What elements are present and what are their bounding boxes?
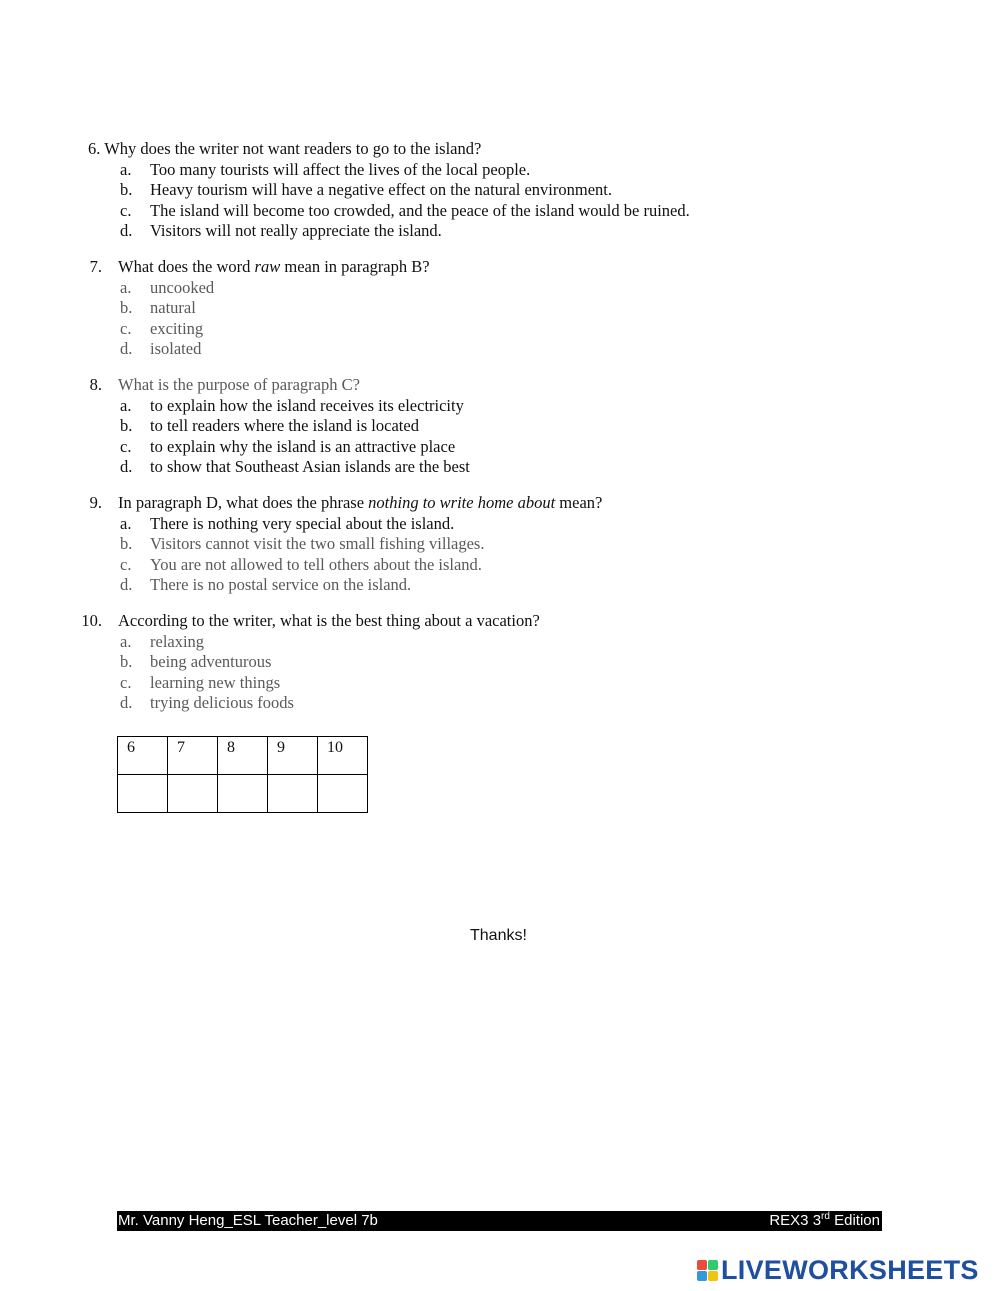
- option-text: natural: [150, 298, 196, 318]
- answer-header-cell: 6: [118, 737, 168, 775]
- option-letter: a.: [120, 631, 132, 651]
- option-text: exciting: [150, 318, 204, 338]
- option-text: There is no postal service on the island.: [150, 575, 412, 595]
- option-letter: b.: [120, 652, 133, 672]
- liveworksheets-brand[interactable]: [697, 1255, 979, 1285]
- option-10b[interactable]: [0, 652, 1000, 673]
- option-letter: d.: [120, 457, 133, 477]
- question-number: 9.: [89, 493, 102, 512]
- question-text-part: What does the word: [118, 257, 255, 276]
- option-10a[interactable]: [0, 632, 1000, 653]
- option-text: Visitors cannot visit the two small fishing villages.: [150, 534, 485, 554]
- option-8d[interactable]: [0, 457, 1000, 478]
- question-text: [118, 257, 430, 278]
- option-letter: a.: [120, 513, 132, 533]
- question-text: According to the writer, what is the best thing about a vacation?: [118, 611, 540, 630]
- option-letter: c.: [120, 200, 132, 220]
- option-letter: d.: [120, 693, 133, 713]
- answer-table: [117, 736, 368, 813]
- option-text: to tell readers where the island is located: [150, 416, 419, 436]
- option-text: trying delicious foods: [150, 693, 294, 713]
- option-text: Too many tourists will affect the lives of the local people.: [150, 159, 531, 179]
- option-10d[interactable]: [0, 693, 1000, 714]
- option-text: to explain how the island receives its electricity: [150, 395, 464, 415]
- answer-input-10[interactable]: [318, 775, 368, 813]
- option-7c[interactable]: [0, 319, 1000, 340]
- answer-input-7[interactable]: [168, 775, 218, 813]
- footer-edition: [769, 1211, 880, 1231]
- brand-name: LIVEWORKSHEETS: [721, 1254, 979, 1285]
- option-letter: a.: [120, 159, 132, 179]
- option-7a[interactable]: [0, 278, 1000, 299]
- question-number: 10.: [81, 611, 102, 630]
- answer-input-9[interactable]: [268, 775, 318, 813]
- option-text: learning new things: [150, 672, 281, 692]
- answer-input-6[interactable]: [118, 775, 168, 813]
- question-text: [118, 493, 602, 514]
- question-6: [0, 139, 1000, 242]
- option-letter: d.: [120, 575, 133, 595]
- question-italic-phrase: nothing to write home about: [368, 493, 556, 512]
- footer-author: Mr. Vanny Heng_ESL Teacher_level 7b: [118, 1212, 378, 1229]
- option-text: Visitors will not really appreciate the island.: [150, 221, 442, 241]
- option-text: isolated: [150, 339, 202, 359]
- footer-edition-suffix: Edition: [829, 1212, 880, 1229]
- logo-tile: [697, 1260, 707, 1270]
- answer-input-8[interactable]: [218, 775, 268, 813]
- option-letter: d.: [120, 221, 133, 241]
- option-9b[interactable]: [0, 534, 1000, 555]
- question-number: 7.: [89, 257, 102, 276]
- footer-edition-prefix: REX3 3: [769, 1212, 822, 1229]
- option-letter: d.: [120, 339, 133, 359]
- option-6a[interactable]: [0, 160, 1000, 181]
- question-text-part: mean?: [555, 493, 603, 512]
- logo-tile: [697, 1271, 707, 1281]
- question-7: [0, 257, 1000, 360]
- answer-table-header-row: [118, 737, 368, 775]
- option-6b[interactable]: [0, 180, 1000, 201]
- option-letter: b.: [120, 298, 133, 318]
- option-letter: b.: [120, 180, 133, 200]
- question-text-part: In paragraph D, what does the phrase: [118, 493, 369, 512]
- option-9a[interactable]: [0, 514, 1000, 535]
- option-letter: c.: [120, 672, 132, 692]
- option-text: relaxing: [150, 631, 205, 651]
- option-text: Heavy tourism will have a negative effect on the natural environment.: [150, 180, 612, 200]
- option-6c[interactable]: [0, 201, 1000, 222]
- question-italic-term: raw: [254, 257, 281, 276]
- option-text: You are not allowed to tell others about the island.: [150, 554, 482, 574]
- logo-tile: [708, 1260, 718, 1270]
- option-9c[interactable]: [0, 555, 1000, 576]
- answer-header-cell: 8: [218, 737, 268, 775]
- option-letter: c.: [120, 554, 132, 574]
- option-7d[interactable]: [0, 339, 1000, 360]
- option-letter: a.: [120, 277, 132, 297]
- answer-header-cell: 9: [268, 737, 318, 775]
- question-10: [0, 611, 1000, 714]
- option-10c[interactable]: [0, 673, 1000, 694]
- question-text: What is the purpose of paragraph C?: [118, 375, 360, 394]
- footer-bar: [117, 1211, 882, 1231]
- option-letter: a.: [120, 395, 132, 415]
- answer-header-cell: 10: [318, 737, 368, 775]
- option-letter: b.: [120, 534, 133, 554]
- answer-header-cell: 7: [168, 737, 218, 775]
- question-text-part: mean in paragraph B?: [280, 257, 430, 276]
- answer-table-input-row: [118, 775, 368, 813]
- question-text: Why does the writer not want readers to go to the island?: [104, 139, 482, 158]
- option-8a[interactable]: [0, 396, 1000, 417]
- footer-edition-sup: rd: [821, 1211, 830, 1222]
- option-text: to show that Southeast Asian islands are the best: [150, 457, 470, 477]
- question-9: [0, 493, 1000, 596]
- option-letter: c.: [120, 318, 132, 338]
- option-text: The island will become too crowded, and the peace of the island would be ruined.: [150, 200, 690, 220]
- option-text: being adventurous: [150, 652, 272, 672]
- option-text: There is nothing very special about the island.: [150, 513, 455, 533]
- question-number: 6.: [88, 139, 101, 158]
- closing-text: Thanks!: [470, 927, 527, 944]
- question-8: [0, 375, 1000, 478]
- option-7b[interactable]: [0, 298, 1000, 319]
- option-text: to explain why the island is an attractive place: [150, 436, 456, 456]
- option-8b[interactable]: [0, 416, 1000, 437]
- question-number: 8.: [89, 375, 102, 394]
- option-letter: c.: [120, 436, 132, 456]
- option-9d[interactable]: [0, 575, 1000, 596]
- option-8c[interactable]: [0, 437, 1000, 458]
- logo-tile: [708, 1271, 718, 1281]
- liveworksheets-logo-icon: [697, 1260, 718, 1281]
- option-letter: b.: [120, 416, 133, 436]
- option-text: uncooked: [150, 277, 215, 297]
- option-6d[interactable]: [0, 221, 1000, 242]
